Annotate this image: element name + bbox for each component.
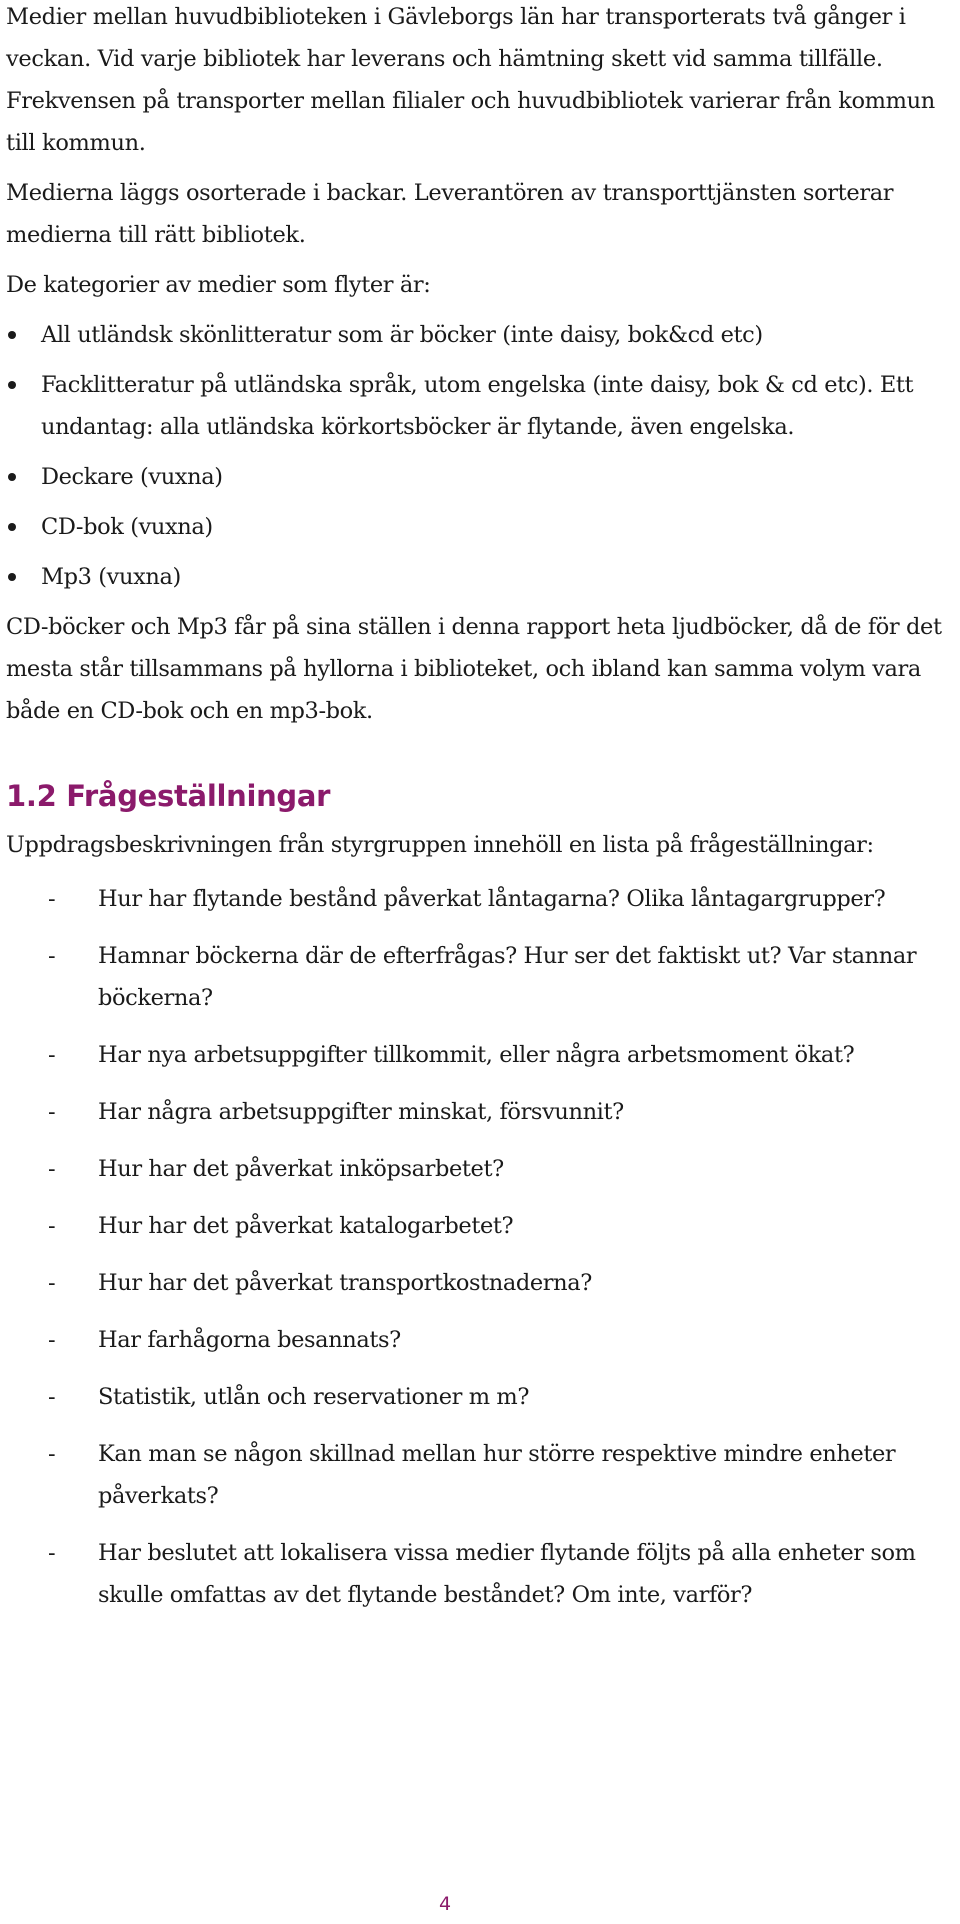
list-item bbox=[6, 935, 956, 1019]
question-text: Hur har det påverkat transportkostnaderna? bbox=[98, 1270, 592, 1296]
question-text: Hur har det påverkat inköpsarbetet? bbox=[98, 1156, 504, 1182]
question-text: Har nya arbetsuppgifter tillkommit, eller några arbetsmoment ökat? bbox=[98, 1042, 855, 1068]
question-text: Har några arbetsuppgifter minskat, försvunnit? bbox=[98, 1099, 624, 1125]
page-number: 4 bbox=[439, 1893, 452, 1915]
list-item bbox=[6, 1319, 956, 1361]
dash-marker: - bbox=[48, 1441, 56, 1467]
list-item-text: CD-bok (vuxna) bbox=[41, 514, 213, 540]
bullet-icon bbox=[8, 573, 16, 581]
dash-marker: - bbox=[48, 1042, 56, 1068]
intro-paragraph-1: Medier mellan huvudbiblioteken i Gävleborgs län har transporterats två gånger i veckan. Vid varje bibliotek har leverans och hämtning skett vid samma tillfälle. Frekvensen på transporter mellan filialer och huvudbibliotek varierar från kommun till kommun. bbox=[6, 4, 935, 156]
question-list bbox=[6, 878, 956, 1616]
section-lead: Uppdragsbeskrivningen från styrgruppen innehöll en lista på frågeställningar: bbox=[6, 832, 874, 858]
list-item bbox=[6, 1433, 956, 1517]
list-item-text: All utländsk skönlitteratur som är böcker (inte daisy, bok&cd etc) bbox=[41, 322, 763, 348]
list-item bbox=[6, 1262, 956, 1304]
list-item bbox=[6, 364, 956, 448]
list-item bbox=[6, 878, 956, 920]
list-item bbox=[6, 1148, 956, 1190]
intro-paragraph-2: Medierna läggs osorterade i backar. Leverantören av transporttjänsten sorterar medierna till rätt bibliotek. bbox=[6, 180, 894, 248]
bullet-icon bbox=[8, 523, 16, 531]
dash-marker: - bbox=[48, 1384, 56, 1410]
list-item bbox=[6, 1091, 956, 1133]
section-heading: 1.2 Frågeställningar bbox=[6, 779, 331, 813]
question-text: Hur har det påverkat katalogarbetet? bbox=[98, 1213, 514, 1239]
dash-marker: - bbox=[48, 1270, 56, 1296]
question-text: Hamnar böckerna där de efterfrågas? Hur ser det faktiskt ut? Var stannar böckerna? bbox=[98, 943, 917, 1011]
dash-marker: - bbox=[48, 1327, 56, 1353]
list-item bbox=[6, 506, 956, 548]
dash-marker: - bbox=[48, 1213, 56, 1239]
list-item bbox=[6, 1532, 956, 1616]
categories-lead: De kategorier av medier som flyter är: bbox=[6, 272, 431, 298]
dash-marker: - bbox=[48, 1540, 56, 1566]
list-item bbox=[6, 556, 956, 598]
bullet-icon bbox=[8, 381, 16, 389]
list-item-text: Facklitteratur på utländska språk, utom engelska (inte daisy, bok & cd etc). Ett undantag: alla utländska körkortsböcker är flytande, även engelska. bbox=[41, 372, 914, 440]
dash-marker: - bbox=[48, 1156, 56, 1182]
list-item bbox=[6, 456, 956, 498]
note-paragraph: CD-böcker och Mp3 får på sina ställen i denna rapport heta ljudböcker, då de för det mesta står tillsammans på hyllorna i biblioteket, och ibland kan samma volym vara både en CD-bok och en mp3-bok. bbox=[6, 614, 942, 724]
question-text: Har beslutet att lokalisera vissa medier flytande följts på alla enheter som skulle omfattas av det flytande beståndet? Om inte, varför? bbox=[98, 1540, 916, 1608]
question-text: Statistik, utlån och reservationer m m? bbox=[98, 1384, 530, 1410]
list-item bbox=[6, 314, 956, 356]
dash-marker: - bbox=[48, 943, 56, 969]
list-item bbox=[6, 1376, 956, 1418]
list-item bbox=[6, 1034, 956, 1076]
bullet-icon bbox=[8, 473, 16, 481]
list-item-text: Mp3 (vuxna) bbox=[41, 564, 181, 590]
dash-marker: - bbox=[48, 1099, 56, 1125]
question-text: Har farhågorna besannats? bbox=[98, 1327, 401, 1353]
document-page bbox=[6, 0, 956, 1616]
question-text: Hur har flytande bestånd påverkat låntagarna? Olika låntagargrupper? bbox=[98, 886, 886, 912]
question-text: Kan man se någon skillnad mellan hur större respektive mindre enheter påverkats? bbox=[98, 1441, 896, 1509]
list-item bbox=[6, 1205, 956, 1247]
bullet-icon bbox=[8, 331, 16, 339]
dash-marker: - bbox=[48, 886, 56, 912]
list-item-text: Deckare (vuxna) bbox=[41, 464, 223, 490]
category-list bbox=[6, 314, 956, 598]
